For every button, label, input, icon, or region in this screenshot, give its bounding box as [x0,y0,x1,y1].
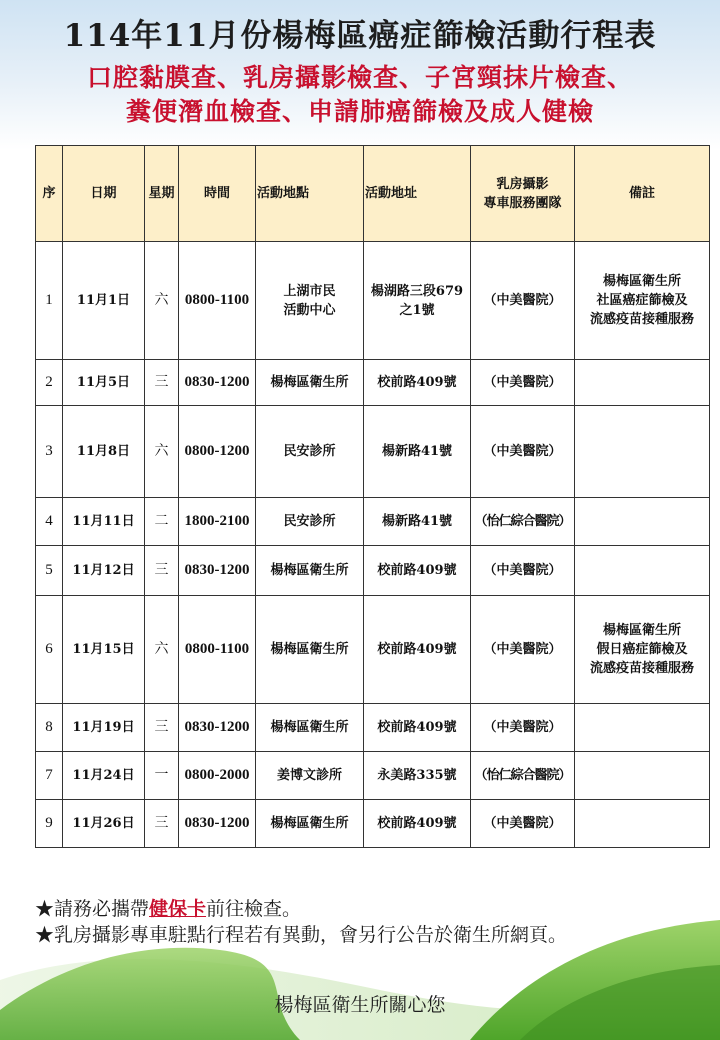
row-seq: 2 [36,360,63,406]
row-address [364,498,471,546]
row-weekday: 六 [145,406,179,498]
table-row [36,596,710,704]
row-address-line: 之1號 [399,302,435,318]
row-place [256,406,364,498]
row-date: 11月19日 [63,704,145,752]
schedule-body [36,242,710,848]
row-team: （中美醫院） [471,800,575,848]
row-date: 11月15日 [63,596,145,704]
row-seq: 6 [36,596,63,704]
row-date: 11月8日 [63,406,145,498]
row-weekday: 一 [145,752,179,800]
row-weekday: 六 [145,596,179,704]
row-address [364,596,471,704]
row-remark [575,546,710,596]
row-place-line: 楊梅區衛生所 [270,720,349,735]
table-row [36,406,710,498]
table-row [36,360,710,406]
header-time: 時間 [179,146,256,242]
row-team: （中美醫院） [471,596,575,704]
row-address-line: 楊湖路三段679 [370,283,464,299]
row-remark [575,498,710,546]
table-row [36,800,710,848]
row-address [364,242,471,360]
row-time: 0830-1200 [179,800,256,848]
table-row [36,704,710,752]
row-place-line: 楊梅區衛生所 [270,642,349,657]
row-remark-line: 社區癌症篩檢及 [596,293,688,308]
header-remark: 備註 [575,146,710,242]
note-1-highlight: 健保卡 [149,898,207,920]
note-1-prefix: ★請務必攜帶 [35,898,150,920]
row-remark [575,360,710,406]
row-address-line: 楊新路41號 [381,444,453,459]
row-address-line: 校前路409號 [377,375,457,390]
header-team [471,146,575,242]
row-address-line: 楊新路41號 [381,514,453,529]
row-team: （中美醫院） [471,546,575,596]
footer-message: 楊梅區衛生所關心您 [274,994,446,1016]
row-remark-line: 假日癌症篩檢及 [596,642,688,657]
row-time: 0830-1200 [179,704,256,752]
row-remark [575,704,710,752]
row-remark [575,242,710,360]
row-place-line: 楊梅區衛生所 [270,375,349,390]
table-row [36,498,710,546]
row-place [256,752,364,800]
header-address: 活動地址 [364,146,471,242]
row-time: 0800-1200 [179,406,256,498]
row-team: （中美醫院） [471,704,575,752]
row-time: 0830-1200 [179,360,256,406]
header-team-line-1: 乳房攝影 [496,176,549,192]
row-remark [575,406,710,498]
row-remark [575,596,710,704]
header-seq: 序 [36,146,63,242]
row-date: 11月11日 [63,498,145,546]
row-weekday: 三 [145,800,179,848]
table-row [36,242,710,360]
row-address-line: 校前路409號 [377,642,457,657]
row-team: （怡仁綜合醫院） [471,752,575,800]
table-row [36,546,710,596]
row-address [364,360,471,406]
row-remark [575,800,710,848]
row-time: 0830-1200 [179,546,256,596]
notes-block [35,896,567,948]
row-place-line: 姜博文診所 [276,768,342,783]
row-place-line: 楊梅區衛生所 [270,563,349,578]
row-team: （中美醫院） [471,360,575,406]
row-date: 11月5日 [63,360,145,406]
header-place: 活動地點 [256,146,364,242]
subtitle-line-1: 口腔黏膜查、乳房攝影檢查、子宮頸抹片檢查、 [86,63,633,92]
row-time: 0800-1100 [179,596,256,704]
schedule-table [35,145,710,848]
header-weekday: 星期 [145,146,179,242]
header-date: 日期 [63,146,145,242]
row-time: 0800-2000 [179,752,256,800]
row-place [256,546,364,596]
row-weekday: 三 [145,360,179,406]
table-row [36,752,710,800]
row-weekday: 三 [145,704,179,752]
row-team: （怡仁綜合醫院） [471,498,575,546]
row-remark-line: 楊梅區衛生所 [602,623,681,638]
row-address-line: 校前路409號 [377,720,457,735]
subtitle-line-2: 糞便潛血檢查、申請肺癌篩檢及成人健檢 [125,97,594,126]
row-seq: 4 [36,498,63,546]
row-seq: 9 [36,800,63,848]
row-weekday: 六 [145,242,179,360]
row-address-line: 永美路335號 [377,768,457,783]
row-address [364,752,471,800]
note-schedule-change: ★乳房攝影專車駐點行程若有異動，會另行公告於衛生所網頁。 [35,924,568,946]
row-place [256,800,364,848]
row-seq: 5 [36,546,63,596]
row-address [364,406,471,498]
note-bring-card [35,896,567,922]
row-team: （中美醫院） [471,406,575,498]
row-remark-line: 流感疫苗接種服務 [589,312,694,327]
row-place [256,360,364,406]
row-place [256,498,364,546]
row-address [364,704,471,752]
row-seq: 3 [36,406,63,498]
row-place [256,242,364,360]
row-place [256,704,364,752]
row-date: 11月12日 [63,546,145,596]
row-place-line: 民安診所 [283,514,336,529]
row-remark [575,752,710,800]
row-remark-line: 楊梅區衛生所 [602,274,681,289]
header-row [36,146,710,242]
row-team: （中美醫院） [471,242,575,360]
note-1-suffix: 前往檢查。 [206,898,302,920]
row-place-line: 民安診所 [283,444,336,459]
row-remark-line: 流感疫苗接種服務 [589,661,694,676]
row-place [256,596,364,704]
row-time: 0800-1100 [179,242,256,360]
row-address [364,546,471,596]
row-seq: 1 [36,242,63,360]
row-place-line: 楊梅區衛生所 [270,816,349,831]
row-seq: 8 [36,704,63,752]
row-date: 11月24日 [63,752,145,800]
row-address [364,800,471,848]
row-seq: 7 [36,752,63,800]
row-date: 11月1日 [63,242,145,360]
row-address-line: 校前路409號 [377,563,457,578]
row-weekday: 二 [145,498,179,546]
header-team-line-2: 專車服務團隊 [483,195,562,211]
row-place-line: 活動中心 [283,302,336,318]
row-place-line: 上湖市民 [283,283,336,299]
row-date: 11月26日 [63,800,145,848]
row-time: 1800-2100 [179,498,256,546]
row-address-line: 校前路409號 [377,816,457,831]
page-title: 114年11月份楊梅區癌症篩檢活動行程表 [63,18,657,54]
row-weekday: 三 [145,546,179,596]
